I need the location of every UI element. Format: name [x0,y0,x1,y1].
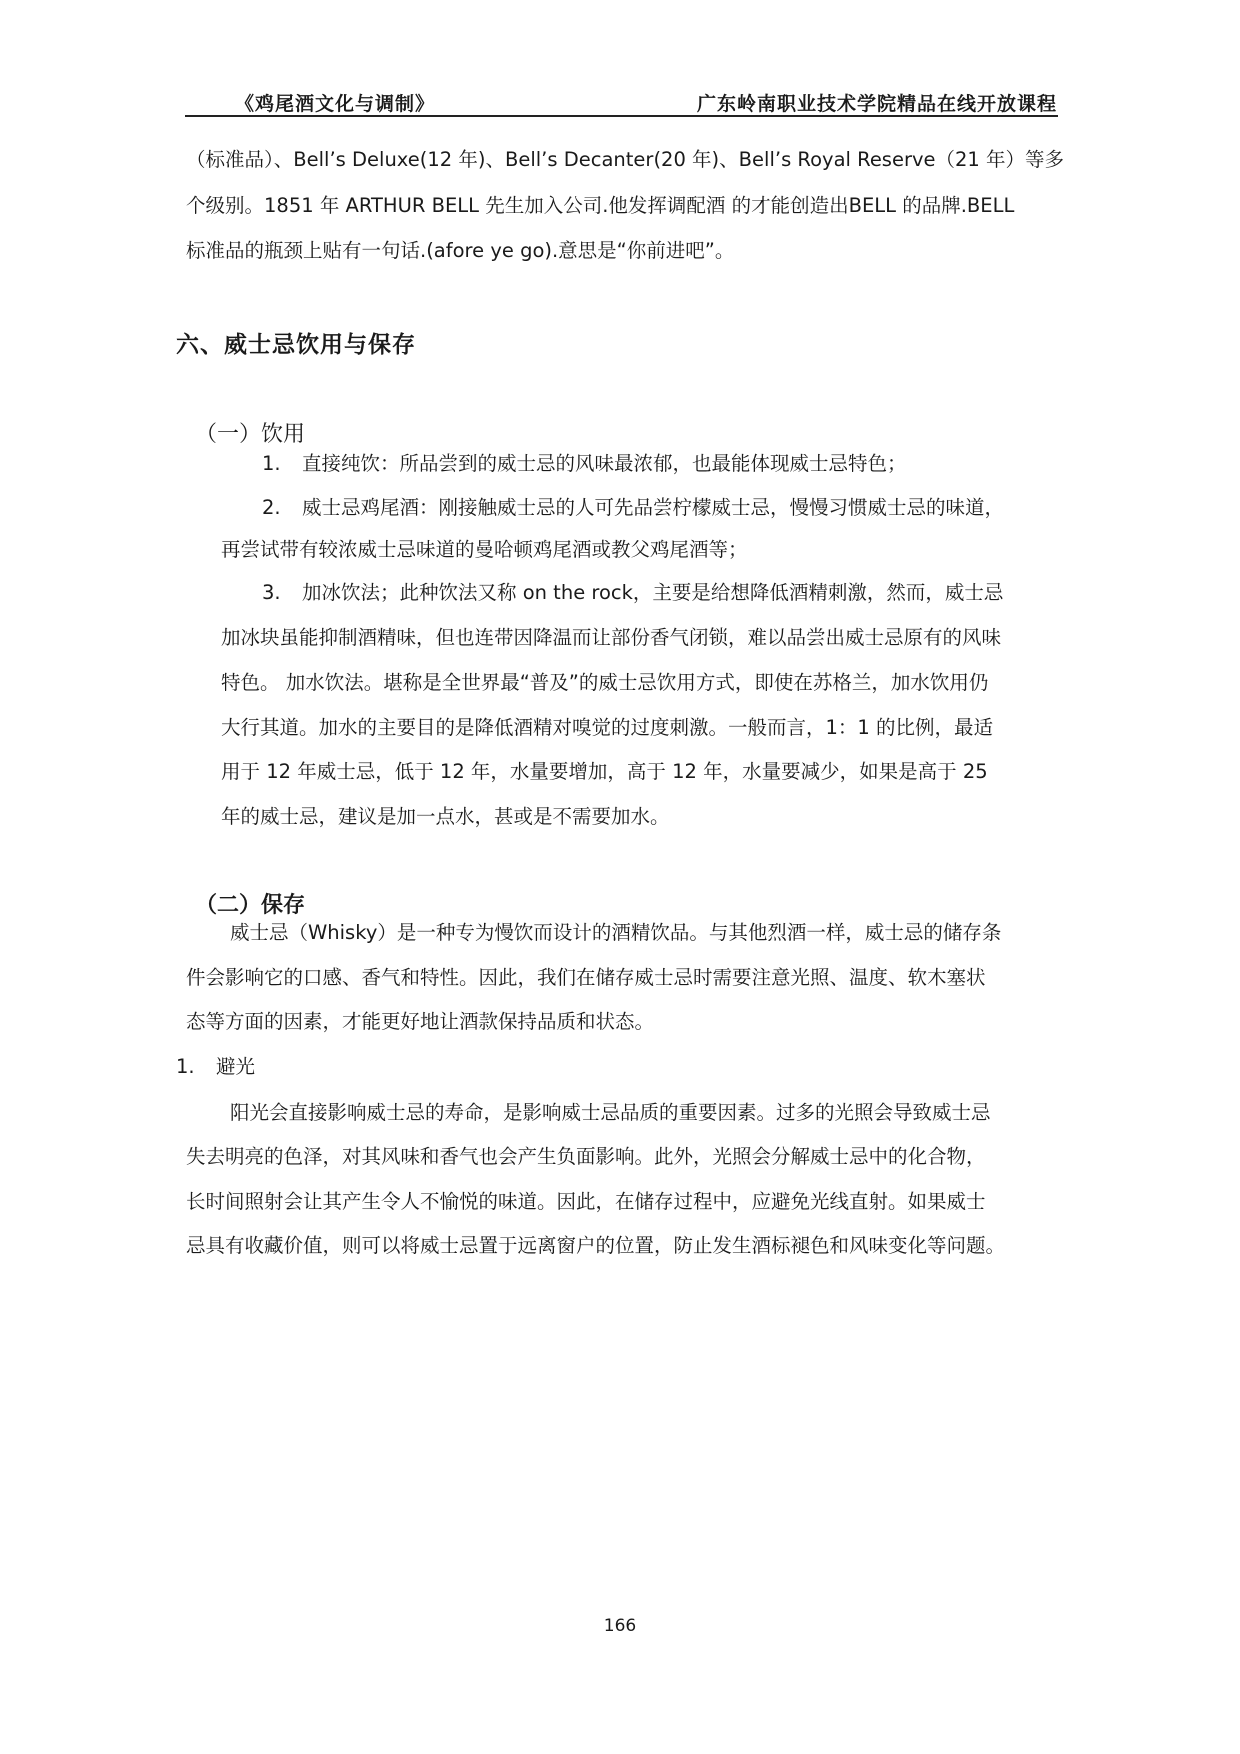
list-item-drinking-2 [262,496,1004,520]
storage-item-line: 长时间照射会让其产生令人不愉悦的味道。因此，在储存过程中，应避免光线直射。如果威士 [186,1190,986,1213]
header-course-title: 《鸡尾酒文化与调制》 [235,93,436,115]
intro-line: 个级别。1851 年 ARTHUR BELL 先生加入公司.他发挥调配酒 的才能创造出BELL 的品牌.BELL [186,194,1015,217]
list-item-text-continued: 特色。 加水饮法。堪称是全世界最“普及”的威士忌饮用方式，即使在苏格兰，加水饮用仍 [221,671,989,694]
list-item-text-continued: 用于 12 年威士忌，低于 12 年，水量要增加，高于 12 年，水量要减少，如果是高于 25 [221,760,988,783]
intro-line: 标准品的瓶颈上贴有一句话.(afore ye go).意思是“你前进吧”。 [186,239,735,262]
list-item-text: 直接纯饮：所品尝到的威士忌的风味最浓郁，也最能体现威士忌特色； [302,452,907,475]
storage-intro-line: 威士忌（Whisky）是一种专为慢饮而设计的酒精饮品。与其他烈酒一样，威士忌的储存条 [230,921,1002,944]
list-number: 1. [262,452,281,475]
header-institution: 广东岭南职业技术学院精品在线开放课程 [696,93,1057,115]
list-item-text: 威士忌鸡尾酒：刚接触威士忌的人可先品尝柠檬威士忌，慢慢习惯威士忌的味道， [302,496,1005,519]
list-item-text-continued: 年的威士忌，建议是加一点水，甚或是不需要加水。 [221,805,670,828]
storage-item-line: 失去明亮的色泽，对其风味和香气也会产生负面影响。此外，光照会分解威士忌中的化合物， [186,1145,986,1168]
intro-line: （标准品）、Bell’s Deluxe(12 年)、Bell’s Decanter(20 年)、Bell’s Royal Reserve（21 年）等多 [186,148,1065,171]
section-heading: 六、威士忌饮用与保存 [176,332,416,358]
list-item-drinking-3 [262,581,1003,605]
list-number: 3. [262,581,281,604]
list-item-text: 加冰饮法；此种饮法又称 on the rock，主要是给想降低酒精刺激，然而，威士忌 [302,581,1004,604]
subsection-heading-drinking: （一）饮用 [195,422,306,447]
storage-intro-line: 件会影响它的口感、香气和特性。因此，我们在储存威士忌时需要注意光照、温度、软木塞状 [186,966,986,989]
list-item-drinking-1 [262,452,907,476]
list-number: 1. [176,1055,195,1078]
storage-intro-line: 态等方面的因素，才能更好地让酒款保持品质和状态。 [186,1010,655,1033]
storage-item-title: 避光 [216,1055,256,1078]
list-number: 2. [262,496,281,519]
subsection-heading-storage: （二）保存 [195,893,306,918]
list-item-text-continued: 再尝试带有较浓威士忌味道的曼哈顿鸡尾酒或教父鸡尾酒等； [221,538,748,561]
storage-item-line: 阳光会直接影响威士忌的寿命，是影响威士忌品质的重要因素。过多的光照会导致威士忌 [230,1101,991,1124]
storage-item-line: 忌具有收藏价值，则可以将威士忌置于远离窗户的位置，防止发生酒标褪色和风味变化等问题。 [186,1234,1006,1257]
header-divider [185,115,1058,117]
storage-item-heading [176,1055,255,1079]
list-item-text-continued: 加冰块虽能抑制酒精味，但也连带因降温而让部份香气闭锁，难以品尝出威士忌原有的风味 [221,626,1002,649]
list-item-text-continued: 大行其道。加水的主要目的是降低酒精对嗅觉的过度刺激。一般而言，1：1 的比例，最适 [221,716,994,739]
page-number: 166 [603,1616,637,1636]
